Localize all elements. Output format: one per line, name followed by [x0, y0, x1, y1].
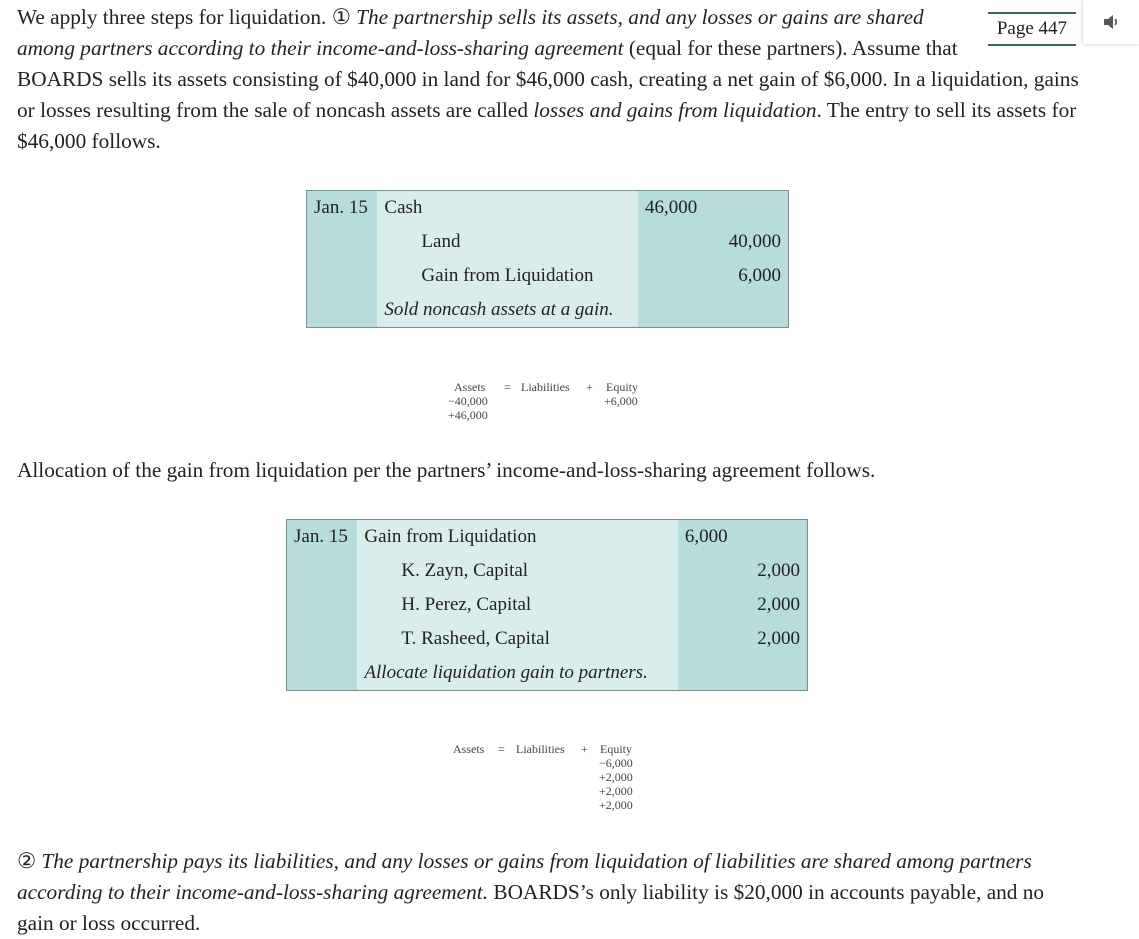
equity-change: −6,000 — [599, 756, 633, 770]
debit-amount: 6,000 — [678, 520, 743, 555]
equity-change: +6,000 — [604, 394, 638, 408]
liabilities-label: Liabilities — [516, 742, 565, 756]
journal-memo-row — [287, 656, 808, 691]
liabilities-label: Liabilities — [521, 380, 570, 394]
equity-label: Equity — [606, 380, 638, 394]
step-one-marker: ① — [331, 5, 351, 29]
entry-date: Jan. 15 — [287, 520, 358, 555]
page-marker: Page 447 — [988, 12, 1076, 46]
journal-row — [287, 588, 808, 622]
account-name: Cash — [377, 191, 638, 226]
account-name: Gain from Liquidation — [377, 259, 638, 293]
paragraph-pay-liabilities: ② The partnership pays its liabilities, and any losses or gains from liquidation of liabilities are shared among partners according to their income-and-loss-sharing agreement. BOARDS’s only liability is $20,000 in accounts payable, and no gain or loss occurred. — [17, 849, 1045, 935]
debit-amount — [678, 588, 743, 622]
account-name: K. Zayn, Capital — [357, 554, 677, 588]
journal-memo: Sold noncash assets at a gain. — [377, 293, 638, 328]
equals-sign: = — [504, 380, 511, 394]
audio-button[interactable] — [1083, 0, 1139, 44]
journal-row — [287, 520, 808, 555]
credit-amount — [743, 520, 808, 555]
assets-change: −40,000 — [448, 394, 488, 408]
journal-entry-allocate-gain — [286, 519, 808, 691]
debit-amount — [638, 259, 713, 293]
equity-change: +2,000 — [599, 798, 633, 812]
equity-change: +2,000 — [599, 784, 633, 798]
plus-sign: + — [586, 380, 593, 394]
account-name: T. Rasheed, Capital — [357, 622, 677, 656]
journal-entry-sale-of-assets — [306, 190, 789, 328]
paragraph-allocation: Allocation of the gain from liquidation per the partners’ income-and-loss-sharing agreement follows. — [17, 458, 876, 482]
credit-amount: 2,000 — [743, 554, 808, 588]
debit-amount — [678, 554, 743, 588]
credit-amount: 2,000 — [743, 588, 808, 622]
credit-amount: 6,000 — [713, 259, 789, 293]
journal-memo-row — [307, 293, 789, 328]
equals-sign: = — [498, 742, 505, 756]
journal-row — [287, 622, 808, 656]
debit-amount — [678, 622, 743, 656]
speaker-icon — [1102, 13, 1120, 31]
credit-amount: 40,000 — [713, 225, 789, 259]
journal-row — [307, 259, 789, 293]
journal-row — [287, 554, 808, 588]
assets-label: Assets — [453, 742, 485, 756]
journal-row — [307, 225, 789, 259]
account-name: Gain from Liquidation — [357, 520, 677, 555]
account-name: Land — [377, 225, 638, 259]
paragraph-liquidation-steps: Page 447 We apply three steps for liquidation. ① The partnership sells its assets, and any losses or gains are shared among partners according to their income-and-loss-sharing agreement (equal for these partners). Assume that BOARDS sells its assets consisting of $40,000 in land for $46,000 cash, creating a net gain of $6,000. In a liquidation, gains or losses resulting from the sale of noncash assets are called losses and gains from liquidation. The entry to sell its assets for $46,000 follows. — [17, 5, 1079, 153]
debit-amount: 46,000 — [638, 191, 713, 226]
journal-memo: Allocate liquidation gain to partners. — [357, 656, 677, 691]
journal-row — [307, 191, 789, 226]
assets-change: +46,000 — [448, 408, 488, 422]
debit-amount — [638, 225, 713, 259]
assets-label: Assets — [454, 380, 486, 394]
equity-label: Equity — [600, 742, 632, 756]
step-two-marker: ② — [17, 849, 37, 873]
plus-sign: + — [581, 742, 588, 756]
credit-amount: 2,000 — [743, 622, 808, 656]
entry-date: Jan. 15 — [307, 191, 378, 226]
equity-change: +2,000 — [599, 770, 633, 784]
account-name: H. Perez, Capital — [357, 588, 677, 622]
credit-amount — [713, 191, 789, 226]
